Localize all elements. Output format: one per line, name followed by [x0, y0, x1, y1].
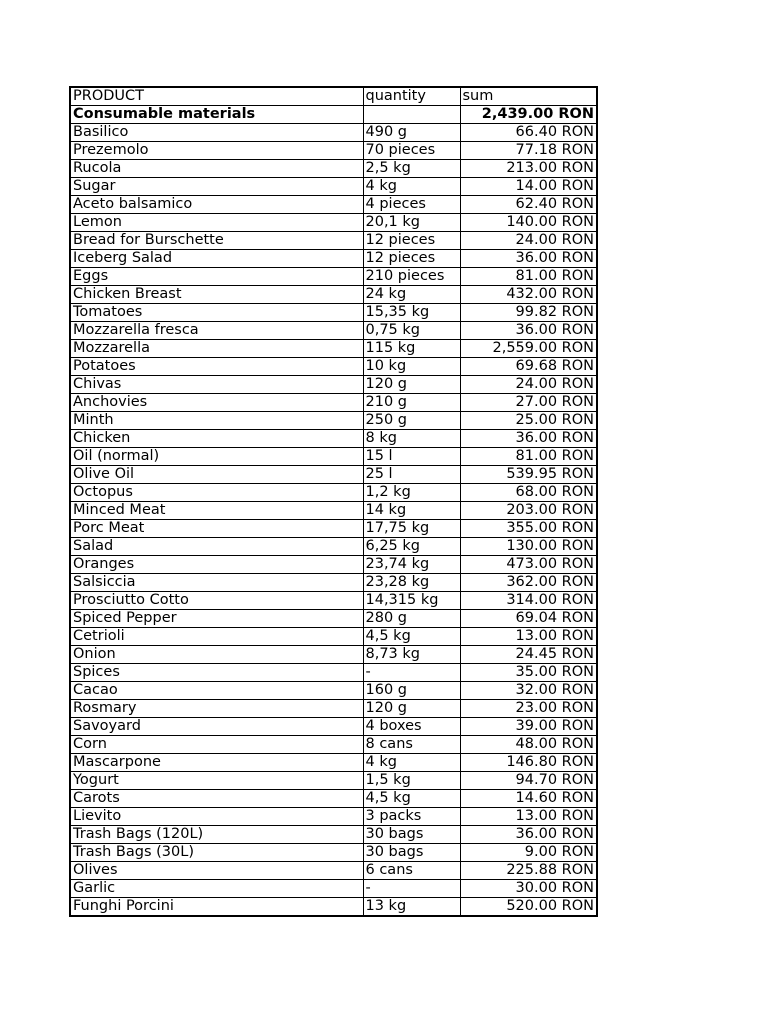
section-row: [70, 106, 597, 124]
header-sum: sum: [460, 87, 597, 106]
sum-cell: 36.00 RON: [460, 250, 597, 268]
quantity-cell: 6,25 kg: [363, 538, 460, 556]
product-cell: Octopus: [70, 484, 363, 502]
product-cell: Iceberg Salad: [70, 250, 363, 268]
table-row: [70, 844, 597, 862]
product-cell: Lemon: [70, 214, 363, 232]
quantity-cell: 4 pieces: [363, 196, 460, 214]
product-cell: Onion: [70, 646, 363, 664]
quantity-cell: -: [363, 880, 460, 898]
quantity-cell: 3 packs: [363, 808, 460, 826]
quantity-cell: 4,5 kg: [363, 790, 460, 808]
product-cell: Lievito: [70, 808, 363, 826]
sum-cell: 35.00 RON: [460, 664, 597, 682]
quantity-cell: 12 pieces: [363, 250, 460, 268]
table-row: [70, 754, 597, 772]
product-cell: Anchovies: [70, 394, 363, 412]
table-row: [70, 412, 597, 430]
table-row: [70, 736, 597, 754]
sum-cell: 130.00 RON: [460, 538, 597, 556]
quantity-cell: 115 kg: [363, 340, 460, 358]
quantity-cell: 1,5 kg: [363, 772, 460, 790]
table-row: [70, 718, 597, 736]
table-row: [70, 196, 597, 214]
product-cell: Spices: [70, 664, 363, 682]
quantity-cell: 8 cans: [363, 736, 460, 754]
product-cell: Oil (normal): [70, 448, 363, 466]
product-cell: Garlic: [70, 880, 363, 898]
table-row: [70, 178, 597, 196]
product-cell: Carots: [70, 790, 363, 808]
product-cell: Corn: [70, 736, 363, 754]
header-product: PRODUCT: [70, 87, 363, 106]
table-row: [70, 592, 597, 610]
sum-cell: 213.00 RON: [460, 160, 597, 178]
section-quantity: [363, 106, 460, 124]
sum-cell: 99.82 RON: [460, 304, 597, 322]
table-row: [70, 790, 597, 808]
sum-cell: 24.45 RON: [460, 646, 597, 664]
sum-cell: 36.00 RON: [460, 826, 597, 844]
quantity-cell: 15 l: [363, 448, 460, 466]
table-row: [70, 430, 597, 448]
sum-cell: 69.04 RON: [460, 610, 597, 628]
table-row: [70, 556, 597, 574]
sum-cell: 81.00 RON: [460, 268, 597, 286]
product-cell: Potatoes: [70, 358, 363, 376]
quantity-cell: 210 pieces: [363, 268, 460, 286]
table-row: [70, 772, 597, 790]
product-cell: Minced Meat: [70, 502, 363, 520]
quantity-cell: 30 bags: [363, 844, 460, 862]
quantity-cell: 8 kg: [363, 430, 460, 448]
quantity-cell: 0,75 kg: [363, 322, 460, 340]
quantity-cell: 30 bags: [363, 826, 460, 844]
quantity-cell: 280 g: [363, 610, 460, 628]
sum-cell: 66.40 RON: [460, 124, 597, 142]
product-cell: Prezemolo: [70, 142, 363, 160]
sum-cell: 94.70 RON: [460, 772, 597, 790]
product-cell: Minth: [70, 412, 363, 430]
quantity-cell: 4,5 kg: [363, 628, 460, 646]
table-row: [70, 700, 597, 718]
table-row: [70, 232, 597, 250]
table-row: [70, 376, 597, 394]
table-row: [70, 520, 597, 538]
table-row: [70, 574, 597, 592]
quantity-cell: 12 pieces: [363, 232, 460, 250]
product-cell: Bread for Burschette: [70, 232, 363, 250]
section-label: Consumable materials: [70, 106, 363, 124]
quantity-cell: 14 kg: [363, 502, 460, 520]
quantity-cell: 4 kg: [363, 178, 460, 196]
sum-cell: 2,559.00 RON: [460, 340, 597, 358]
table-row: [70, 808, 597, 826]
quantity-cell: 23,28 kg: [363, 574, 460, 592]
quantity-cell: 15,35 kg: [363, 304, 460, 322]
sum-cell: 14.00 RON: [460, 178, 597, 196]
sum-cell: 140.00 RON: [460, 214, 597, 232]
product-cell: Spiced Pepper: [70, 610, 363, 628]
sum-cell: 314.00 RON: [460, 592, 597, 610]
quantity-cell: 8,73 kg: [363, 646, 460, 664]
quantity-cell: 160 g: [363, 682, 460, 700]
header-row: [70, 87, 597, 106]
product-cell: Sugar: [70, 178, 363, 196]
product-cell: Aceto balsamico: [70, 196, 363, 214]
product-cell: Tomatoes: [70, 304, 363, 322]
table-row: [70, 898, 597, 917]
quantity-cell: 14,315 kg: [363, 592, 460, 610]
quantity-cell: 70 pieces: [363, 142, 460, 160]
header-quantity: quantity: [363, 87, 460, 106]
table-row: [70, 394, 597, 412]
sum-cell: 146.80 RON: [460, 754, 597, 772]
product-cell: Porc Meat: [70, 520, 363, 538]
quantity-cell: 20,1 kg: [363, 214, 460, 232]
sum-cell: 39.00 RON: [460, 718, 597, 736]
product-cell: Chicken Breast: [70, 286, 363, 304]
table-row: [70, 142, 597, 160]
quantity-cell: 6 cans: [363, 862, 460, 880]
table-row: [70, 682, 597, 700]
sum-cell: 81.00 RON: [460, 448, 597, 466]
quantity-cell: 4 boxes: [363, 718, 460, 736]
quantity-cell: 17,75 kg: [363, 520, 460, 538]
product-cell: Yogurt: [70, 772, 363, 790]
product-cell: Trash Bags (30L): [70, 844, 363, 862]
product-cell: Eggs: [70, 268, 363, 286]
table-row: [70, 610, 597, 628]
table-row: [70, 466, 597, 484]
sum-cell: 23.00 RON: [460, 700, 597, 718]
quantity-cell: 490 g: [363, 124, 460, 142]
quantity-cell: 120 g: [363, 700, 460, 718]
table-row: [70, 538, 597, 556]
quantity-cell: 24 kg: [363, 286, 460, 304]
sum-cell: 13.00 RON: [460, 808, 597, 826]
table-row: [70, 448, 597, 466]
quantity-cell: -: [363, 664, 460, 682]
sum-cell: 9.00 RON: [460, 844, 597, 862]
sum-cell: 473.00 RON: [460, 556, 597, 574]
product-cell: Savoyard: [70, 718, 363, 736]
product-cell: Trash Bags (120L): [70, 826, 363, 844]
product-cell: Olives: [70, 862, 363, 880]
product-cell: Chivas: [70, 376, 363, 394]
product-cell: Salad: [70, 538, 363, 556]
quantity-cell: 25 l: [363, 466, 460, 484]
product-cell: Rosmary: [70, 700, 363, 718]
table-row: [70, 826, 597, 844]
sum-cell: 225.88 RON: [460, 862, 597, 880]
product-cell: Olive Oil: [70, 466, 363, 484]
product-cell: Prosciutto Cotto: [70, 592, 363, 610]
sum-cell: 432.00 RON: [460, 286, 597, 304]
sum-cell: 27.00 RON: [460, 394, 597, 412]
sum-cell: 362.00 RON: [460, 574, 597, 592]
product-cell: Mozzarella fresca: [70, 322, 363, 340]
table-row: [70, 502, 597, 520]
table-row: [70, 340, 597, 358]
sum-cell: 62.40 RON: [460, 196, 597, 214]
sum-cell: 24.00 RON: [460, 232, 597, 250]
sum-cell: 36.00 RON: [460, 430, 597, 448]
sum-cell: 30.00 RON: [460, 880, 597, 898]
table-row: [70, 124, 597, 142]
quantity-cell: 23,74 kg: [363, 556, 460, 574]
sum-cell: 77.18 RON: [460, 142, 597, 160]
table-row: [70, 286, 597, 304]
product-cell: Cacao: [70, 682, 363, 700]
sum-cell: 520.00 RON: [460, 898, 597, 917]
quantity-cell: 120 g: [363, 376, 460, 394]
sum-cell: 48.00 RON: [460, 736, 597, 754]
table-body: [70, 87, 597, 916]
sum-cell: 36.00 RON: [460, 322, 597, 340]
table-row: [70, 646, 597, 664]
product-cell: Cetrioli: [70, 628, 363, 646]
table-row: [70, 484, 597, 502]
section-sum: 2,439.00 RON: [460, 106, 597, 124]
sum-cell: 69.68 RON: [460, 358, 597, 376]
product-cell: Mozzarella: [70, 340, 363, 358]
sum-cell: 14.60 RON: [460, 790, 597, 808]
product-cell: Rucola: [70, 160, 363, 178]
product-cell: Salsiccia: [70, 574, 363, 592]
sum-cell: 13.00 RON: [460, 628, 597, 646]
quantity-cell: 10 kg: [363, 358, 460, 376]
sum-cell: 203.00 RON: [460, 502, 597, 520]
product-cell: Funghi Porcini: [70, 898, 363, 917]
sum-cell: 25.00 RON: [460, 412, 597, 430]
product-cell: Oranges: [70, 556, 363, 574]
table-row: [70, 358, 597, 376]
product-cell: Basilico: [70, 124, 363, 142]
quantity-cell: 210 g: [363, 394, 460, 412]
table-row: [70, 880, 597, 898]
table-row: [70, 250, 597, 268]
table-row: [70, 628, 597, 646]
table-row: [70, 304, 597, 322]
table-row: [70, 160, 597, 178]
product-cost-table: [69, 86, 598, 917]
sum-cell: 24.00 RON: [460, 376, 597, 394]
quantity-cell: 13 kg: [363, 898, 460, 917]
quantity-cell: 250 g: [363, 412, 460, 430]
product-cell: Chicken: [70, 430, 363, 448]
quantity-cell: 4 kg: [363, 754, 460, 772]
table-row: [70, 664, 597, 682]
product-cell: Mascarpone: [70, 754, 363, 772]
quantity-cell: 1,2 kg: [363, 484, 460, 502]
quantity-cell: 2,5 kg: [363, 160, 460, 178]
sum-cell: 539.95 RON: [460, 466, 597, 484]
table-row: [70, 268, 597, 286]
sum-cell: 32.00 RON: [460, 682, 597, 700]
sum-cell: 68.00 RON: [460, 484, 597, 502]
table-row: [70, 862, 597, 880]
table-row: [70, 214, 597, 232]
sum-cell: 355.00 RON: [460, 520, 597, 538]
table-row: [70, 322, 597, 340]
